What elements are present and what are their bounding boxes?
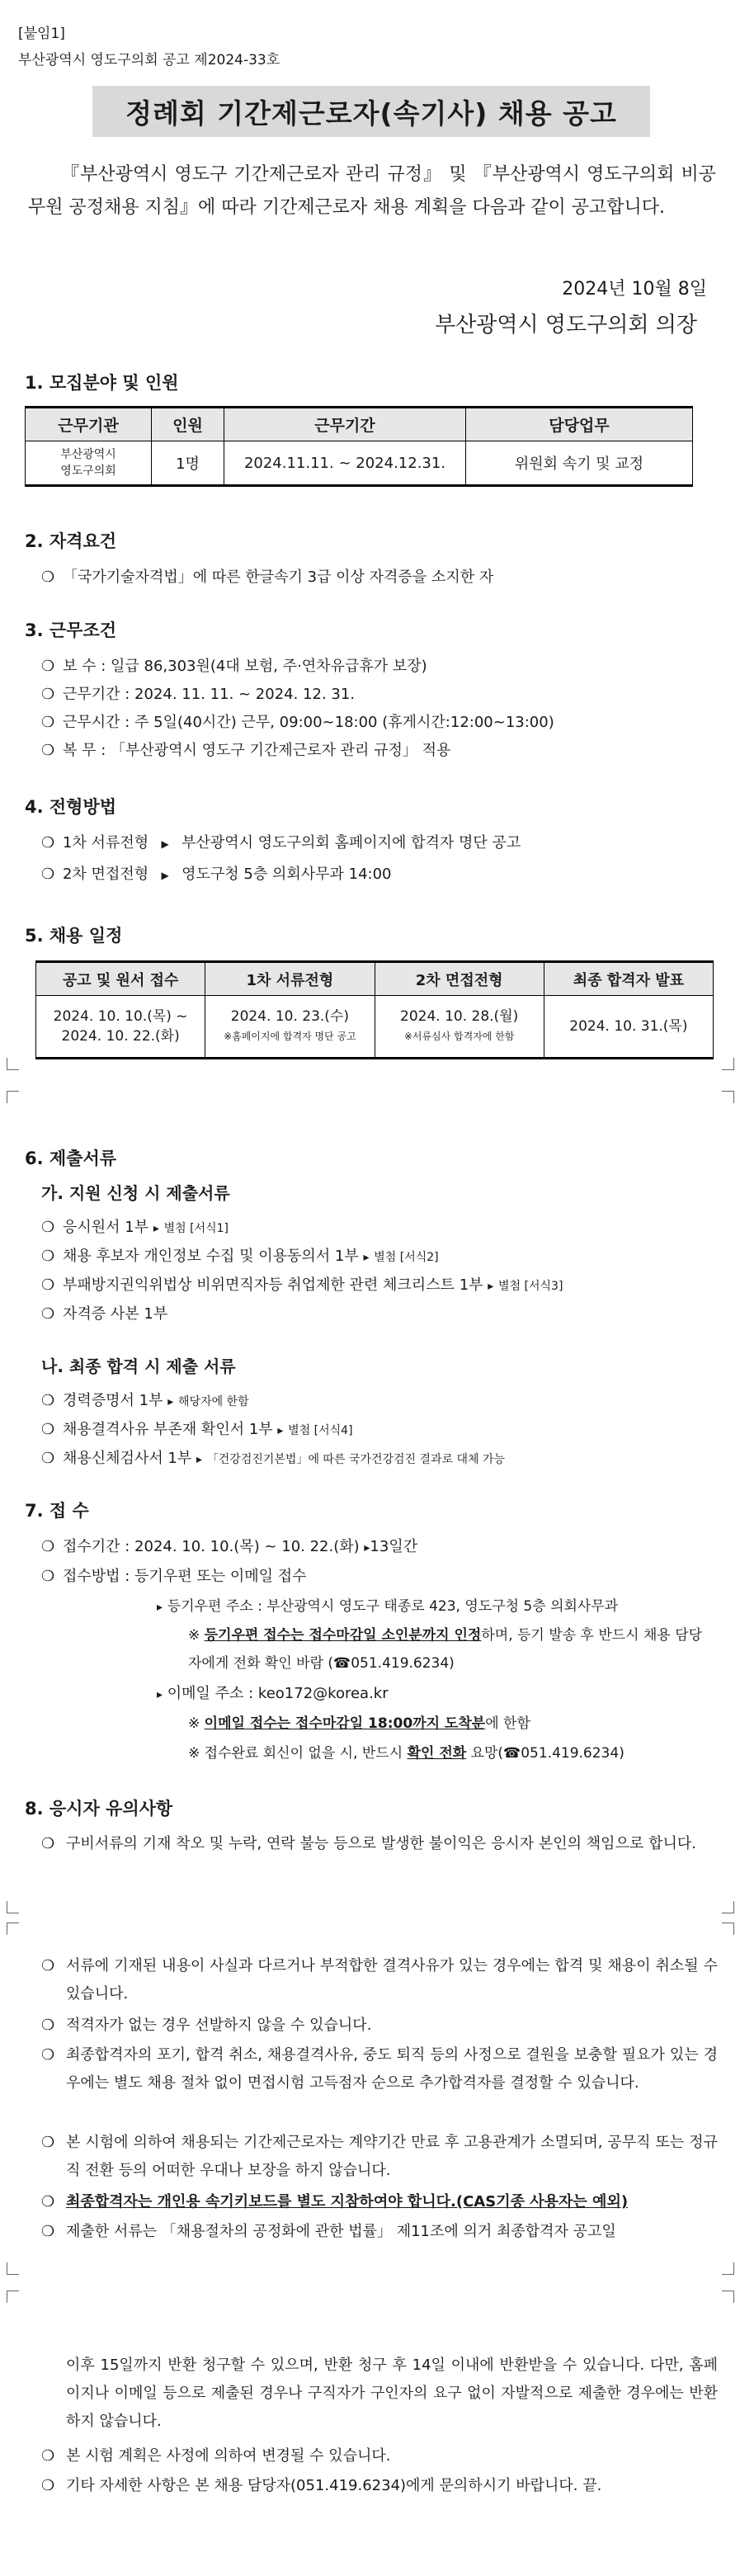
circle-bullet-icon: ❍ <box>41 1957 55 1974</box>
table-header-cell: 2차 면접전형 <box>375 962 544 996</box>
selection-item <box>41 862 392 884</box>
note-item-continued <box>41 2352 718 2436</box>
item-note: 별첨 [서식2] <box>374 1251 439 1264</box>
subheading-final-docs: 나. 최종 합격 시 제출 서류 <box>41 1356 236 1376</box>
item-text: 자격증 사본 1부 <box>63 1305 168 1323</box>
document-item <box>41 1302 167 1323</box>
triangle-right-icon: ▸ <box>167 1395 174 1408</box>
page-1 <box>0 0 740 1073</box>
item-note: 해당자에 한함 <box>178 1395 249 1408</box>
intro-paragraph: 『부산광역시 영도구 기간제근로자 관리 규정』 및 『부산광역시 영도구의회 비공무원 공정채용 지침』에 따라 기간제근로자 채용 계획을 다음과 같이 공고합니다. <box>28 164 716 218</box>
table-header-cell: 최종 합격자 발표 <box>544 962 713 996</box>
count-cell: 1명 <box>152 441 224 486</box>
stage-text: 1차 서류전형 <box>63 834 149 852</box>
schedule-cell <box>375 996 544 1059</box>
page-corner-mark <box>7 1091 19 1103</box>
item-text: 접수방법 : 등기우편 또는 이메일 접수 <box>63 1568 307 1585</box>
stage-desc: 영도구청 5층 의회사무과 14:00 <box>181 866 392 883</box>
circle-bullet-icon: ❍ <box>41 2223 55 2240</box>
cell-line: 2024. 10. 10.(목) ~ <box>53 1008 188 1025</box>
page-corner-mark <box>7 1901 19 1913</box>
section-heading-selection: 4. 전형방법 <box>25 797 117 817</box>
item-text: 본 시험 계획은 사정에 의하여 변경될 수 있습니다. <box>66 2447 391 2465</box>
email-note-emphasis: 이메일 접수는 접수마감일 18:00까지 도착분 <box>204 1715 486 1732</box>
circle-bullet-icon: ❍ <box>41 1835 55 1852</box>
item-text: 제출한 서류는 「채용절차의 공정화에 관한 법률」 제11조에 의거 최종합격자 공고일 <box>66 2223 616 2240</box>
item-note: 별첨 [서식1] <box>163 1222 229 1235</box>
recruit-table <box>25 406 693 487</box>
title-banner <box>92 86 650 137</box>
section-heading-qualification: 2. 자격요건 <box>25 531 117 551</box>
page-3 <box>0 1923 740 2576</box>
item-note: 13일간 <box>370 1538 418 1555</box>
note-item <box>41 2472 718 2500</box>
table-row <box>36 996 714 1059</box>
page-corner-mark <box>7 1058 19 1070</box>
note-item <box>41 2041 718 2097</box>
page-corner-mark <box>722 2291 734 2303</box>
schedule-cell <box>205 996 375 1059</box>
page-title: 정례회 기간제근로자(속기사) 채용 공고 <box>125 97 617 130</box>
item-text: 구비서류의 기재 착오 및 누락, 연락 불능 등으로 발생한 불이익은 응시자 본인의 책임으로 합니다. <box>66 1835 696 1852</box>
triangle-right-icon: ▸ <box>364 1541 370 1555</box>
note-item <box>41 1830 718 1858</box>
triangle-right-icon: ▸ <box>196 1453 203 1466</box>
schedule-table <box>35 960 714 1059</box>
item-text: 접수기간 : 2024. 10. 10.(목) ~ 10. 22.(화) <box>63 1538 360 1555</box>
document-item <box>41 1244 439 1266</box>
circle-bullet-icon: ❍ <box>41 714 55 731</box>
circle-bullet-icon: ❍ <box>41 1305 55 1323</box>
circle-bullet-icon: ❍ <box>41 2193 55 2210</box>
cell-line: 2024. 10. 23.(수) <box>230 1008 349 1025</box>
circle-bullet-icon: ❍ <box>41 1392 55 1409</box>
item-text: 채용 후보자 개인정보 수집 및 이용동의서 1부 <box>63 1248 359 1265</box>
duty-cell: 위원회 속기 및 교정 <box>466 441 693 486</box>
table-header-cell: 인원 <box>152 408 224 441</box>
document-item <box>41 1446 505 1468</box>
condition-item <box>41 682 355 704</box>
signer: 부산광역시 영도구의회 의장 <box>435 313 697 337</box>
stage-desc: 부산광역시 영도구의회 홈페이지에 합격자 명단 공고 <box>181 834 521 852</box>
circle-bullet-icon: ❍ <box>41 2017 55 2034</box>
circle-bullet-icon: ❍ <box>41 1568 55 1585</box>
section-heading-recruit: 1. 모집분야 및 인원 <box>25 373 179 393</box>
confirm-emphasis: 확인 전화 <box>407 1745 467 1762</box>
stage-text: 2차 면접전형 <box>63 866 149 883</box>
document-item <box>41 1215 229 1237</box>
circle-bullet-icon: ❍ <box>41 834 55 852</box>
email-note-text: 에 한함 <box>485 1715 530 1732</box>
table-header-cell: 담당업무 <box>466 408 693 441</box>
section-heading-notes: 8. 응시자 유의사항 <box>25 1799 173 1819</box>
table-header-row <box>36 962 714 996</box>
cell-note: ※홈페이지에 합격자 명단 공고 <box>224 1031 356 1042</box>
table-header-row <box>26 408 693 441</box>
table-header-cell: 근무기간 <box>224 408 466 441</box>
circle-bullet-icon: ❍ <box>41 2134 55 2151</box>
item-text: 근무기간 : 2024. 11. 11. ~ 2024. 12. 31. <box>63 686 356 703</box>
document-item <box>41 1273 563 1295</box>
note-item <box>41 2442 718 2470</box>
note-item <box>41 2188 718 2216</box>
triangle-right-icon: ▸ <box>157 1601 163 1614</box>
section-heading-reception: 7. 접 수 <box>25 1501 89 1521</box>
mail-address <box>157 1594 618 1615</box>
cell-line: 2024. 10. 22.(화) <box>61 1028 180 1045</box>
table-row <box>26 441 693 486</box>
condition-item <box>41 654 427 676</box>
item-text: 적격자가 없는 경우 선발하지 않을 수 있습니다. <box>66 2017 372 2034</box>
circle-bullet-icon: ❍ <box>41 1276 55 1294</box>
item-note: 별첨 [서식3] <box>498 1280 563 1293</box>
confirm-note <box>188 1741 625 1762</box>
item-text: 최종합격자의 포기, 합격 취소, 채용결격사유, 중도 퇴직 등의 사정으로 결원을 보충할 필요가 있는 경우에는 별도 채용 절차 없이 면접시험 고득점자 순으로 추가합격자를 결정할 수 있습니다. <box>66 2046 718 2092</box>
circle-bullet-icon: ❍ <box>41 569 55 586</box>
item-note: 별첨 [서식4] <box>288 1424 353 1437</box>
cell-line: 2024. 10. 28.(월) <box>400 1008 519 1025</box>
document-item <box>41 1418 353 1439</box>
page-corner-mark <box>7 2262 19 2275</box>
page-corner-mark <box>7 2291 19 2303</box>
circle-bullet-icon: ❍ <box>41 1248 55 1265</box>
subheading-apply-docs: 가. 지원 신청 시 제출서류 <box>41 1183 230 1203</box>
circle-bullet-icon: ❍ <box>41 1538 55 1555</box>
section-heading-schedule: 5. 채용 일정 <box>25 926 123 946</box>
mail-note-text: 하며, 등기 발송 후 반드시 채용 담당자에게 전화 확인 바람 (☎051.419.6234) <box>188 1627 703 1672</box>
period-cell: 2024.11.11. ~ 2024.12.31. <box>224 441 466 486</box>
circle-bullet-icon: ❍ <box>41 866 55 883</box>
keyboard-note: 최종합격자는 개인용 속기키보드를 별도 지참하여야 합니다.(CAS기종 사용자는 예외) <box>66 2193 629 2210</box>
item-text: 경력증명서 1부 <box>63 1392 163 1409</box>
triangle-right-icon: ▸ <box>157 1688 163 1701</box>
triangle-right-icon: ▸ <box>277 1424 284 1437</box>
page-corner-mark <box>722 2262 734 2275</box>
selection-item <box>41 831 521 852</box>
mail-note <box>188 1621 708 1677</box>
circle-bullet-icon: ❍ <box>41 686 55 703</box>
cell-note: ※서류심사 합격자에 한함 <box>403 1031 515 1042</box>
circle-bullet-icon: ❍ <box>41 2447 55 2465</box>
triangle-right-icon: ▶ <box>161 838 169 850</box>
triangle-right-icon: ▸ <box>488 1280 494 1293</box>
item-text: 등기우편 주소 : 부산광역시 영도구 태종로 423, 영도구청 5층 의회사무과 <box>167 1598 619 1615</box>
page-corner-mark <box>722 1058 734 1070</box>
circle-bullet-icon: ❍ <box>41 2046 55 2064</box>
schedule-cell <box>36 996 205 1059</box>
circle-bullet-icon: ❍ <box>41 1450 55 1467</box>
confirm-text: 요망(☎051.419.6234) <box>466 1745 625 1762</box>
confirm-text: ※ 접수완료 회신이 없을 시, 반드시 <box>188 1745 408 1762</box>
item-text: 본 시험에 의하여 채용되는 기간제근로자는 계약기간 만료 후 고용관계가 소멸되며, 공무직 또는 정규직 전환 등의 어떠한 우대나 보장을 하지 않습니다. <box>66 2134 718 2179</box>
page-2 <box>0 1087 740 1916</box>
triangle-right-icon: ▸ <box>153 1222 159 1235</box>
condition-item <box>41 738 450 760</box>
mail-note-emphasis: 등기우편 접수는 접수마감일 소인분까지 인정 <box>204 1627 482 1644</box>
attachment-label: [붙임1] <box>18 26 65 42</box>
schedule-cell: 2024. 10. 31.(목) <box>544 996 713 1059</box>
reference-mark-icon: ※ <box>188 1715 200 1732</box>
page-corner-mark <box>7 1923 19 1935</box>
triangle-right-icon: ▶ <box>161 870 169 881</box>
table-header-cell: 근무기관 <box>26 408 152 441</box>
reception-method <box>41 1564 307 1586</box>
notice-date: 2024년 10월 8일 <box>562 279 707 300</box>
item-text: 기타 자세한 사항은 본 채용 담당자(051.419.6234)에게 문의하시기 바랍니다. 끝. <box>66 2477 602 2494</box>
item-text: 근무시간 : 주 5일(40시간) 근무, 09:00~18:00 (휴게시간:12:00~13:00) <box>63 714 554 731</box>
reception-period <box>41 1535 417 1556</box>
page-corner-mark <box>722 1091 734 1103</box>
item-text: 이메일 주소 : keo172@korea.kr <box>167 1685 389 1702</box>
page-corner-mark <box>722 1901 734 1913</box>
circle-bullet-icon: ❍ <box>41 1219 55 1236</box>
agency-line: 영도구의회 <box>60 465 116 478</box>
reference-mark-icon: ※ <box>188 1627 200 1644</box>
item-text: 부패방지권익위법상 비위면직자등 취업제한 관련 체크리스트 1부 <box>63 1276 483 1294</box>
item-text: 채용결격사유 부존재 확인서 1부 <box>63 1421 273 1438</box>
note-item <box>41 2218 718 2246</box>
email-note <box>188 1711 530 1732</box>
circle-bullet-icon: ❍ <box>41 1421 55 1438</box>
item-text: 보 수 : 일급 86,303원(4대 보험, 주·연차유급휴가 보장) <box>63 658 427 675</box>
item-text: 응시원서 1부 <box>63 1219 149 1236</box>
item-text: 서류에 기재된 내용이 사실과 다르거나 부적합한 결격사유가 있는 경우에는 합격 및 채용이 취소될 수 있습니다. <box>66 1957 718 2003</box>
item-note: 「건강검진기본법」에 따른 국가건강검진 결과로 대체 가능 <box>206 1453 506 1466</box>
notice-number: 부산광역시 영도구의회 공고 제2024-33호 <box>18 52 280 68</box>
item-text: 「국가기술자격법」에 따른 한글속기 3급 이상 자격증을 소지한 자 <box>63 569 494 586</box>
note-item <box>41 1952 718 2008</box>
circle-bullet-icon: ❍ <box>41 658 55 675</box>
circle-bullet-icon: ❍ <box>41 742 55 759</box>
agency-cell <box>26 441 152 486</box>
qualification-item <box>41 565 493 587</box>
triangle-right-icon: ▸ <box>363 1251 370 1264</box>
table-header-cell: 1차 서류전형 <box>205 962 375 996</box>
table-header-cell: 공고 및 원서 접수 <box>36 962 205 996</box>
email-address <box>157 1682 389 1703</box>
note-item <box>41 2012 718 2040</box>
document-item <box>41 1389 249 1410</box>
condition-item <box>41 710 554 732</box>
item-text: 복 무 : 「부산광역시 영도구 기간제근로자 관리 규정」 적용 <box>63 742 451 759</box>
section-heading-documents: 6. 제출서류 <box>25 1149 117 1168</box>
section-heading-conditions: 3. 근무조건 <box>25 620 117 640</box>
agency-line: 부산광역시 <box>60 448 116 461</box>
note-item <box>41 2129 718 2185</box>
page-corner-mark <box>722 1923 734 1935</box>
item-text: 채용신체검사서 1부 <box>63 1450 192 1467</box>
circle-bullet-icon: ❍ <box>41 2477 55 2494</box>
item-text: 이후 15일까지 반환 청구할 수 있으며, 반환 청구 후 14일 이내에 반환받을 수 있습니다. 다만, 홈페이지나 이메일 등으로 제출된 경우나 구직자가 구인자의 요구 없이 자발적으로 제출한 경우에는 반환하지 않습니다. <box>66 2357 718 2430</box>
